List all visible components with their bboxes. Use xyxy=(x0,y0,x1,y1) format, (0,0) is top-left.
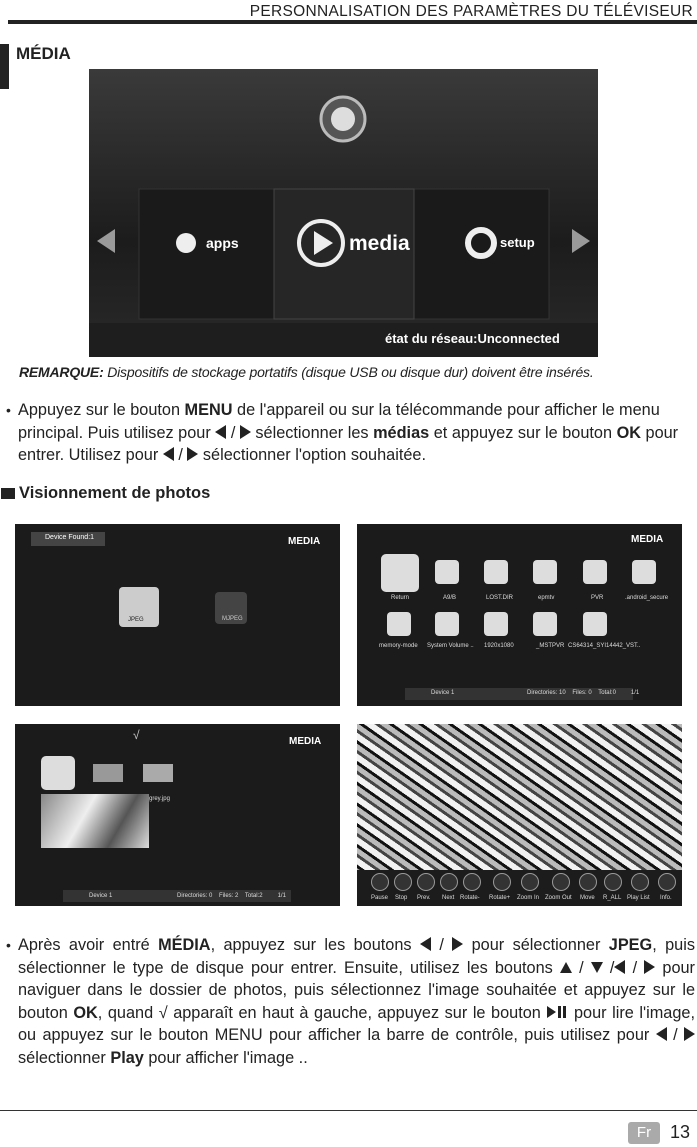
p1-t6: sélectionner l'option souhaitée. xyxy=(198,446,426,464)
stop-button[interactable] xyxy=(394,873,412,891)
p1-t2: de l'appareil ou sur la télécommande pour afficher le menu principal. Puis utilisez pour xyxy=(18,401,660,442)
control-label: Next xyxy=(442,895,455,901)
network-status: état du réseau:Unconnected xyxy=(385,331,560,346)
p2-t6: , quand √ apparaît en haut à gauche, appuyez sur le bouton xyxy=(97,1003,547,1022)
p2-play: Play xyxy=(110,1048,144,1067)
jpeg-label: JPEG xyxy=(128,617,144,623)
folder-label: LOST.DIR xyxy=(486,595,514,601)
down-arrow-icon xyxy=(591,962,603,973)
p1-slash: / xyxy=(230,423,236,442)
file-name: grey.jpg xyxy=(149,796,170,802)
mjpeg-label: MJPEG xyxy=(222,616,243,622)
section-title: MÉDIA xyxy=(16,44,71,63)
p1-ok: OK xyxy=(616,423,641,442)
folder-label: PVR xyxy=(591,595,604,601)
r-all-button[interactable] xyxy=(604,873,622,891)
screen1-media-title: MEDIA xyxy=(288,536,321,547)
p1-slash2: / xyxy=(178,446,183,464)
control-label: Play List xyxy=(627,895,650,901)
note-label: REMARQUE: xyxy=(19,364,104,380)
p2-jpeg: JPEG xyxy=(608,936,653,954)
control-label: Zoom In xyxy=(517,895,540,901)
left-arrow-icon xyxy=(420,937,431,951)
screen-folder-list xyxy=(357,524,682,706)
apps-label: apps xyxy=(206,235,239,251)
p1-medias: médias xyxy=(373,423,430,442)
folder-label: .android_secure xyxy=(625,595,669,601)
right-arrow-icon xyxy=(452,937,463,951)
rotate-minus-button[interactable] xyxy=(463,873,481,891)
up-arrow-icon xyxy=(560,962,572,973)
folder-icons-graphic xyxy=(357,524,682,706)
rotate-plus-button[interactable] xyxy=(493,873,511,891)
control-label: Rotate+ xyxy=(489,895,511,901)
media-menu-graphic xyxy=(89,69,598,357)
p2-ok: OK xyxy=(73,1003,98,1022)
right-arrow-icon xyxy=(644,960,655,974)
media-menu-screenshot xyxy=(89,69,598,357)
media-label: media xyxy=(349,232,410,255)
selection-checkmark: √ xyxy=(133,728,140,742)
note-text: Dispositifs de stockage portatifs (disque USB ou disque dur) doivent être insérés. xyxy=(107,364,594,380)
screen-file-select xyxy=(15,724,340,906)
page-number: 13 xyxy=(670,1122,691,1142)
page-header-title: PERSONNALISATION DES PARAMÈTRES DU TÉLÉVISEUR xyxy=(249,3,693,20)
folder-label: _MSTPVR xyxy=(536,643,565,649)
pause-button[interactable] xyxy=(371,873,389,891)
p2-t4: , puis sélectionner le type de disque pour entrer. Ensuite, utilisez les boutons xyxy=(18,936,695,977)
screen2-media-title: MEDIA xyxy=(631,534,664,545)
header-rule xyxy=(8,20,697,24)
bullet: • xyxy=(6,937,11,953)
section-square-icon xyxy=(1,488,15,499)
folder-label: epmtv xyxy=(538,595,555,601)
screen-device-found xyxy=(15,524,340,706)
left-arrow-icon xyxy=(656,1027,667,1041)
folder-label: 1920x1080 xyxy=(484,643,514,649)
left-arrow-icon xyxy=(163,447,174,461)
zoom-out-button[interactable] xyxy=(552,873,570,891)
instruction-paragraph-2: • Après avoir entré MÉDIA, appuyez sur les boutons / pour sélectionner JPEG, puis sélectionner le type de disque pour entrer. Ensuite, utilisez les boutons / / / pour naviguer dans le dossier de photos, puis sélectionnez l'image souhaitée et appuyez sur le bouton OK, quand √ apparaît en haut à gauche, appuyez sur le bouton pour lire l'image, ou appuyez sur le bouton MENU pour afficher la barre de contrôle, puis utilisez pour / sélectionner Play pour afficher l'image .. xyxy=(6,936,695,1067)
control-label: Prev. xyxy=(417,895,431,901)
footer-rule xyxy=(0,1110,697,1111)
setup-label: setup xyxy=(500,235,535,250)
bullet: • xyxy=(6,402,11,418)
folder-label: CS64314_SYI14442_VST.. xyxy=(568,643,641,649)
device-label: Device 1 xyxy=(431,690,455,696)
control-label: Move xyxy=(580,895,595,901)
p2-t9: pour afficher l'image .. xyxy=(143,1048,308,1067)
p2-media: MÉDIA xyxy=(158,936,211,954)
p2-t5: pour naviguer dans le dossier de photos, puis sélectionnez l'image souhaitée et appuyez sur le bouton xyxy=(18,958,695,1022)
thumbnail xyxy=(93,764,123,782)
thumbnail xyxy=(143,764,173,782)
right-arrow-icon xyxy=(240,425,251,439)
device-label: Device 1 xyxy=(89,893,113,899)
return-tile xyxy=(41,756,75,790)
folder-label: Return xyxy=(391,595,410,601)
zoom-in-button[interactable] xyxy=(521,873,539,891)
folder-label: A9/B xyxy=(443,595,457,601)
photos-section-title: Visionnement de photos xyxy=(19,484,211,502)
prev-button[interactable] xyxy=(417,873,435,891)
folder-label: System Volume .. xyxy=(427,643,474,649)
right-arrow-icon xyxy=(684,1027,695,1041)
info-button[interactable] xyxy=(658,873,676,891)
play-list-button[interactable] xyxy=(631,873,649,891)
language-badge: Fr xyxy=(628,1122,660,1144)
control-label: Stop xyxy=(395,895,408,901)
control-label: R_ALL xyxy=(603,895,622,901)
control-label: Info. xyxy=(660,895,672,901)
p2-t7: pour lire l'image, ou appuyez sur le bouton MENU pour afficher la barre de contrôle, puis utilisez pour xyxy=(18,1003,695,1044)
right-arrow-icon xyxy=(187,447,198,461)
control-label: Rotate- xyxy=(460,895,480,901)
control-label: Zoom Out xyxy=(545,895,572,901)
photo-preview xyxy=(41,794,149,848)
p1-t5: pour entrer. Utilisez pour xyxy=(18,423,679,464)
screen-image-playback xyxy=(357,724,682,906)
directory-info: Directories: 10 Files: 0 Total:0 1/1 xyxy=(527,690,640,696)
move-button[interactable] xyxy=(579,873,597,891)
next-button[interactable] xyxy=(440,873,458,891)
p1-menu: MENU xyxy=(184,401,233,419)
device-found-label: Device Found:1 xyxy=(45,534,95,541)
folder-label: memory-mode xyxy=(379,643,418,649)
left-arrow-icon xyxy=(614,960,625,974)
instruction-paragraph-1 xyxy=(6,399,695,467)
control-label: Pause xyxy=(371,895,389,901)
play-pause-icon xyxy=(546,1003,568,1017)
p1-t1: Appuyez sur le bouton xyxy=(18,401,185,419)
p2-t3: pour sélectionner xyxy=(463,936,609,954)
p2-t8: sélectionner xyxy=(18,1048,111,1067)
p2-t1: Après avoir entré xyxy=(18,936,159,954)
p1-t3: sélectionner les xyxy=(250,423,374,442)
p2-t2: , appuyez sur les boutons xyxy=(210,936,420,954)
note xyxy=(19,364,594,380)
section-side-bar xyxy=(0,44,9,89)
screen3-media-title: MEDIA xyxy=(289,736,322,747)
directory-info: Directories: 0 Files: 2 Total:2 1/1 xyxy=(177,893,286,899)
left-arrow-icon xyxy=(215,425,226,439)
p1-t4: et appuyez sur le bouton xyxy=(429,423,617,442)
